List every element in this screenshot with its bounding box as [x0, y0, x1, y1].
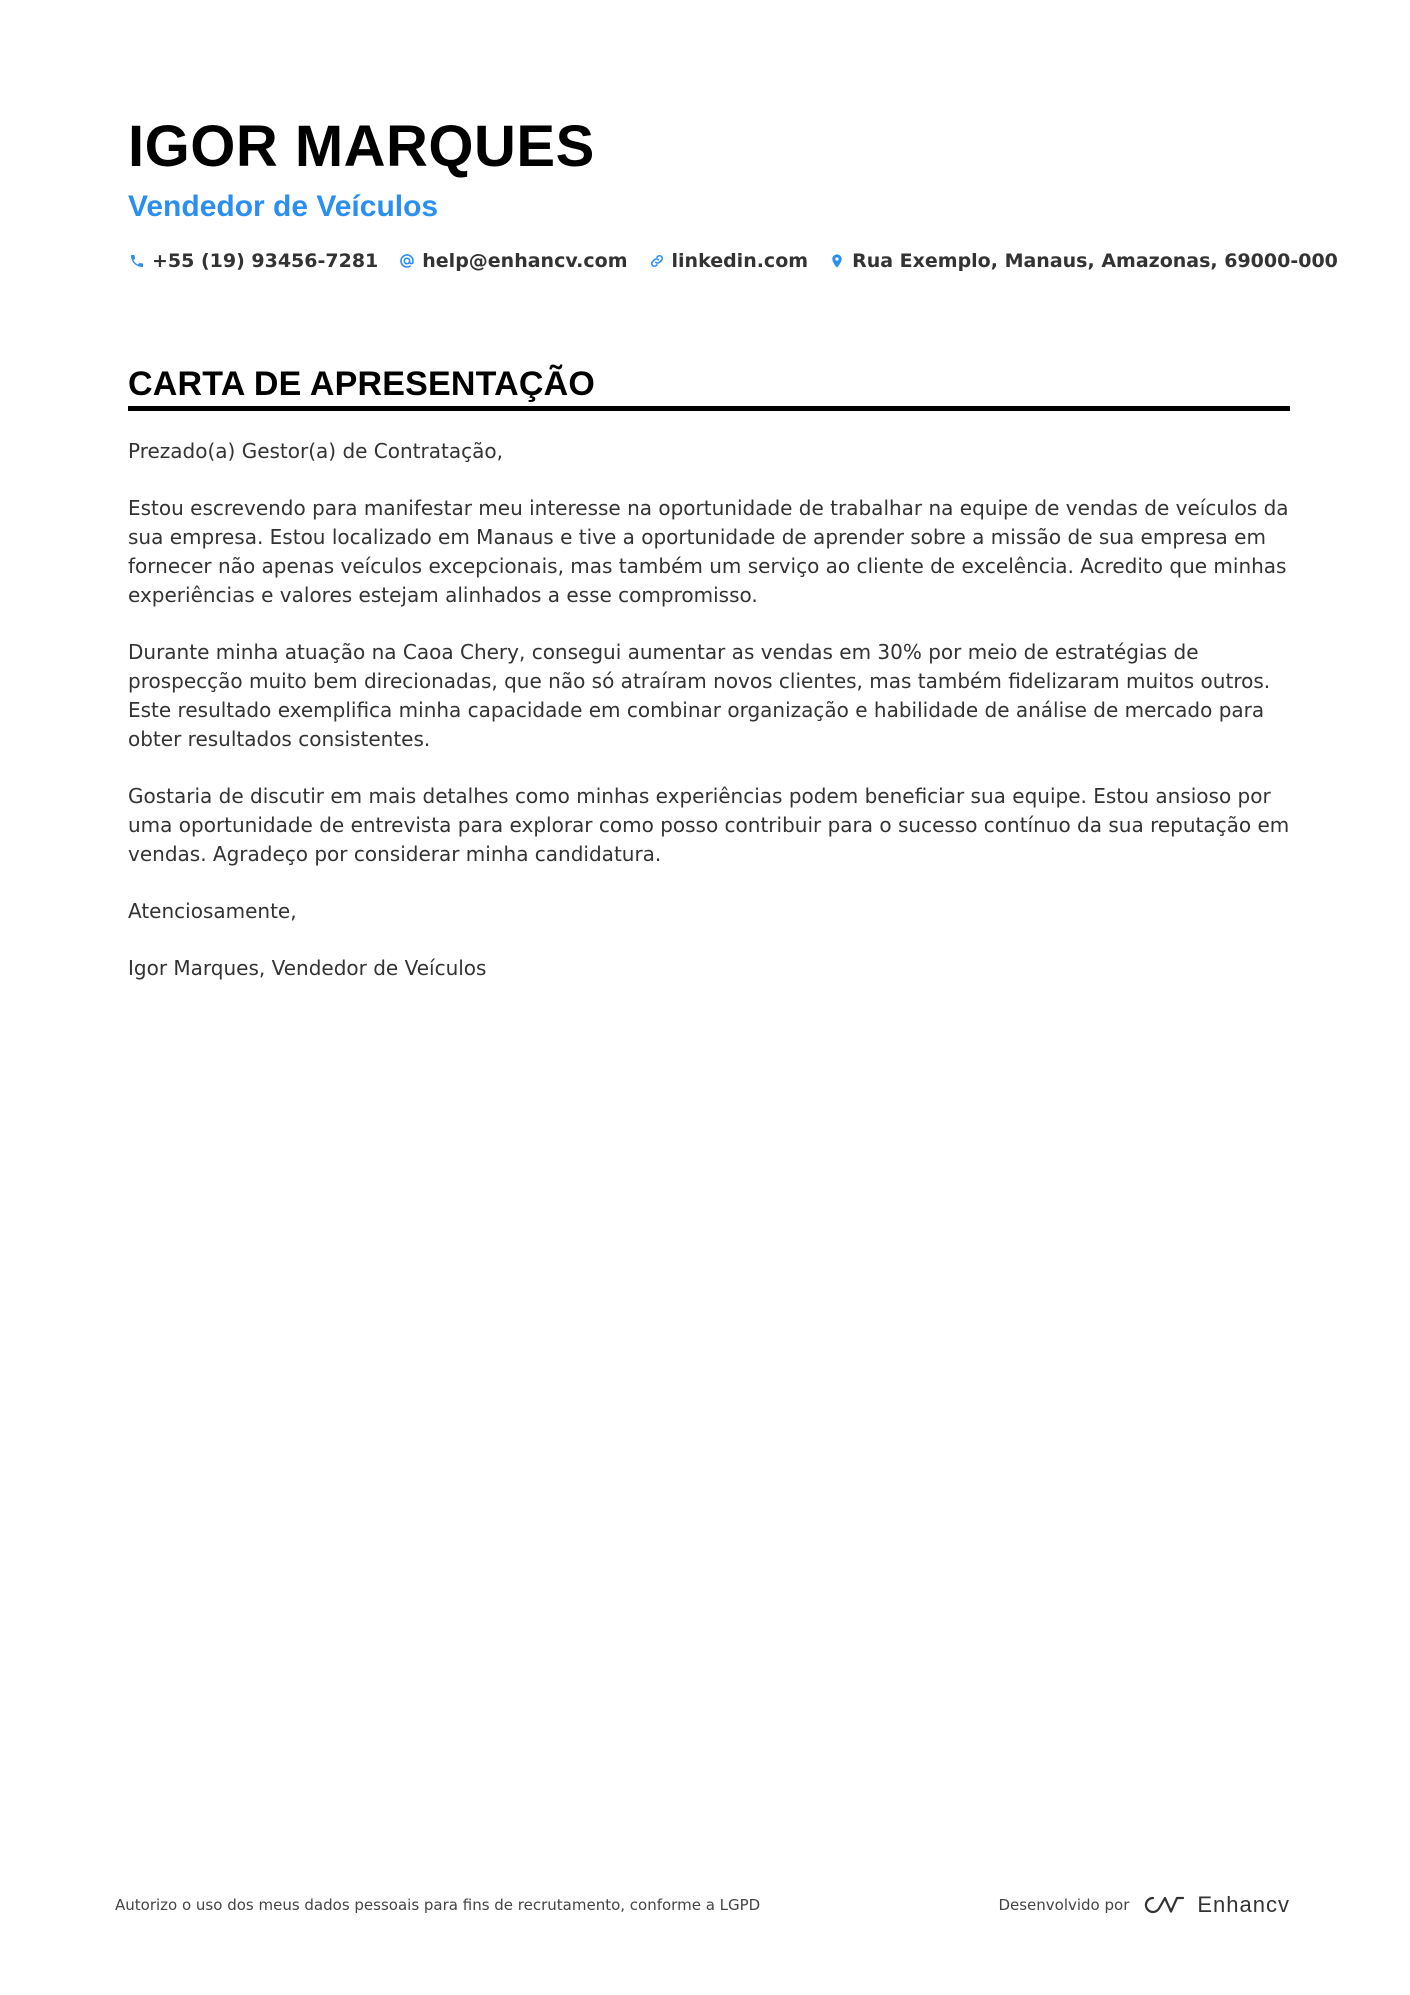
enhancv-logo-icon: [1141, 1893, 1187, 1917]
letter-paragraph: Estou escrevendo para manifestar meu interesse na oportunidade de trabalhar na equipe de vendas de veículos da sua empresa. Estou localizado em Manaus e tive a oportunidade de aprender sobre a missão de sua empresa em fornecer não apenas veículos excepcionais, mas também um serviço ao cliente de excelência. Acredito que minhas experiências e valores estejam alinhados a esse compromisso.: [128, 496, 1289, 607]
candidate-name: IGOR MARQUES: [128, 114, 595, 179]
link-icon: [648, 252, 666, 270]
job-title: Vendedor de Veículos: [128, 190, 439, 223]
contact-linkedin[interactable]: [648, 250, 809, 272]
consent-text: Autorizo o uso dos meus dados pessoais para fins de recrutamento, conforme a LGPD: [115, 1896, 761, 1914]
phone-text: +55 (19) 93456-7281: [152, 250, 379, 272]
letter-body: [128, 437, 1290, 983]
contact-phone: [128, 250, 378, 272]
letter-paragraph: Gostaria de discutir em mais detalhes como minhas experiências podem beneficiar sua equipe. Estou ansioso por uma oportunidade de entrevista para explorar como posso contribuir para o sucesso contínuo da sua reputação em vendas. Agradeço por considerar minha candidatura.: [128, 784, 1290, 866]
powered-by-label: Desenvolvido por: [998, 1896, 1130, 1914]
email-link[interactable]: help@enhancv.com: [422, 250, 628, 272]
page-footer: [115, 1890, 1290, 1920]
phone-icon: [128, 252, 146, 270]
contact-address: [828, 250, 1338, 272]
letter-greeting: Prezado(a) Gestor(a) de Contratação,: [128, 439, 503, 463]
section-heading: CARTA DE APRESENTAÇÃO: [128, 364, 1290, 411]
letter-signature: Igor Marques, Vendedor de Veículos: [128, 956, 487, 980]
at-icon: [398, 252, 416, 270]
contact-bar: [128, 250, 1338, 272]
cover-letter-page: [128, 112, 1338, 1011]
location-pin-icon: [828, 252, 846, 270]
enhancv-brand: Enhancv: [1197, 1892, 1290, 1917]
powered-by[interactable]: [998, 1892, 1290, 1918]
contact-email[interactable]: [398, 250, 627, 272]
address-text: Rua Exemplo, Manaus, Amazonas, 69000-000: [852, 250, 1338, 272]
letter-paragraph: Durante minha atuação na Caoa Chery, consegui aumentar as vendas em 30% por meio de estratégias de prospecção muito bem direcionadas, que não só atraíram novos clientes, mas também fidelizaram muitos outros. Este resultado exemplifica minha capacidade em combinar organização e habilidade de análise de mercado para obter resultados consistentes.: [128, 640, 1271, 751]
linkedin-link[interactable]: linkedin.com: [671, 250, 809, 272]
letter-closing: Atenciosamente,: [128, 899, 297, 923]
